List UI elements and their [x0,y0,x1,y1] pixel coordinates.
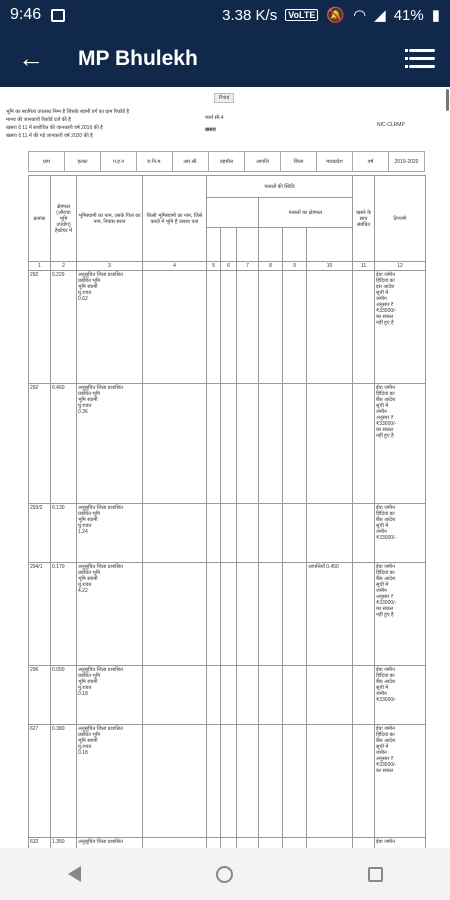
owner-line: अनुसूचित जिला प्रशासित [78,564,123,570]
remark-line: सूची में [376,582,389,588]
table-cell [77,271,143,384]
info-cell: तहसील [209,152,245,171]
column-number: 5 [207,262,221,271]
remark-line: जमीन [376,409,387,415]
nav-back-icon[interactable] [68,866,81,882]
table-cell [77,725,143,838]
column-number: 8 [259,262,283,271]
table-cell [353,563,375,666]
battery-icon: ▮ [431,7,440,24]
table-cell [237,504,259,563]
column-number: 11 [353,262,375,271]
remark-line: जमीन [376,750,387,756]
owner-line: मु.रावत [78,685,92,691]
table-cell: 294/1 [29,563,51,666]
nav-recents-icon[interactable] [368,867,383,882]
remark-line: हिंदियां का [376,732,395,738]
table-cell [143,725,207,838]
nav-home-icon[interactable] [216,866,233,883]
remark-line: बैंक आदेश [376,738,396,744]
remark-line: हिंदियां का [376,278,395,284]
table-cell [353,504,375,563]
owner-line: अनुसूचित जिला प्रशासित [78,667,123,673]
table-cell [77,384,143,504]
table-cell [283,838,307,849]
col-header: क्रमांक [29,176,51,262]
volte-icon: VoLTE [285,9,318,21]
table-cell [307,504,353,563]
image-icon [51,9,65,22]
remark-line: का सकल [376,606,394,612]
table-cell [375,838,426,849]
table-cell: 0.170 [51,563,77,666]
col-header [259,228,283,262]
mute-icon: 🔕 [326,7,346,24]
table-cell: 627 [29,725,51,838]
owner-line: मु.रावत [78,403,92,409]
table-cell [221,725,237,838]
col-header: खसरे के साथ संबंधित [353,176,375,262]
table-row [29,563,426,666]
table-cell [307,666,353,725]
network-speed: 3.38 K/s [222,6,278,24]
remark-line: बैंक आदेश [376,397,396,403]
remark-line: नहीं हुए है [376,433,394,439]
remark-line: नहीं हुए है [376,320,394,326]
owner-line: भूमि स्वामी [78,738,98,744]
table-cell: 0.130 [51,504,77,563]
table-cell [307,725,353,838]
column-number-row [29,262,426,271]
table-cell [283,725,307,838]
table-cell [143,271,207,384]
column-number: 2 [51,262,77,271]
remark-line: का सकल [376,768,394,774]
owner-line: 0.18 [78,691,88,697]
owner-line: अनुसूचित जिला प्रशासित [78,385,123,391]
document-view[interactable] [0,87,450,848]
table-cell [283,384,307,504]
table-cell [375,504,426,563]
table-cell [259,384,283,504]
table-cell [143,563,207,666]
owner-line: अनुसूचित जिला प्रशासित [78,272,123,278]
owner-line: भूमि स्वामी [78,576,98,582]
col-header [207,228,221,262]
table-cell [207,504,221,563]
info-cell: रा.नि.म. [137,152,173,171]
owner-line: भूमि स्वामी [78,397,98,403]
table-cell [283,563,307,666]
remark-line: जमीन [376,529,387,535]
table-cell [283,666,307,725]
header-line: खसरा दे 11 में संशोधित की जानकारी वर्ष 2016 की है [6,125,103,131]
info-cell: जिला [281,152,317,171]
col-header [221,228,237,262]
remark-line: हिंदियां का [376,511,395,517]
table-cell [237,666,259,725]
signal-icon: ◢ [374,7,386,24]
table-cell: आपत्तियाँ 0.450 [307,563,353,666]
table-cell: 292 [29,271,51,384]
col-header [237,228,259,262]
col-header: क्षेत्रफल (और/या भूमि उपयोग) हेक्टेयर में [51,176,77,262]
remark-line: सूची में [376,403,389,409]
table-cell [77,504,143,563]
owner-line: मु.रावत [78,744,92,750]
remark-line: ईया जमीन [376,726,395,732]
status-time: 9:46 [10,6,42,23]
remark-line: ₹33000/- [376,600,397,606]
table-cell [259,563,283,666]
info-row [28,151,425,172]
table-cell [221,271,237,384]
col-header [307,228,353,262]
remark-line: अनुसार ₹ [376,594,394,600]
column-number: 7 [237,262,259,271]
table-cell: 0.050 [51,666,77,725]
table-cell [259,271,283,384]
table-cell [259,504,283,563]
table-cell: 0.229 [51,271,77,384]
info-cell: 2019-2020 [394,158,419,165]
remark-line: बैंक आदेश [376,576,396,582]
table-cell: 292 [29,384,51,504]
table-cell [283,504,307,563]
form-code: NIC-CLRMP [377,122,405,128]
form-title: फार्म सी-4 [205,115,224,121]
owner-line: 0.36 [78,409,88,415]
table-cell [221,504,237,563]
remark-line: बैंक आदेश [376,517,396,523]
remark-line: सूची में [376,685,389,691]
owner-line: अनुसूचित जिला प्रशासित [78,839,123,845]
print-button[interactable]: Print [214,93,234,103]
remark-line: ईया जमीन [376,385,395,391]
remark-line: अनुसार ₹ [376,302,394,308]
table-cell [207,271,221,384]
column-number: 3 [77,262,143,271]
owner-line: मु.रावत [78,290,92,296]
table-cell: 632 [29,838,51,849]
owner-line: अनुसूचित जिला प्रशासित [78,505,123,511]
table-cell [207,838,221,849]
col-header: किसी भूमिस्वामी का नाम, जिसे कब्ज़े में भूमि है उसका पता [143,176,207,262]
info-cell: प.ह.न [101,152,137,171]
col-header: भूमिस्वामी का नाम, उसके पिता का नाम, निवास स्थान [77,176,143,262]
scrollbar[interactable] [446,89,449,111]
table-cell [221,384,237,504]
remark-line: सूची में [376,744,389,750]
table-cell [207,666,221,725]
status-bar [0,0,450,30]
remark-line: ईया जमीन [376,564,395,570]
column-number: 9 [283,262,307,271]
remark-line: ₹33000/- [376,308,397,314]
table-cell [143,838,207,849]
owner-line: प्रबंधित भूमि [78,732,101,738]
remark-line: जमीन [376,296,387,302]
col-header [207,198,259,228]
table-cell [353,271,375,384]
remark-line: हिंदियां का [376,570,395,576]
info-cell: हल्का [65,152,101,171]
table-cell [353,725,375,838]
remark-line: का सकल [376,427,394,433]
remark-line: नहीं हुए है [376,612,394,618]
remark-line: ₹33000/- [376,697,397,703]
col-header: फसलों की स्थिति [207,176,353,198]
table-cell [237,563,259,666]
app-title: MP Bhulekh [78,46,198,70]
battery-level: 41% [393,6,424,24]
table-cell [237,838,259,849]
table-cell: 0.460 [51,384,77,504]
remark-line: ₹33000/- [376,421,397,427]
col-header: टिप्पणी [375,176,426,262]
table-cell [237,384,259,504]
owner-line: भूमि स्वामी [78,679,98,685]
table-cell [237,271,259,384]
table-cell [207,563,221,666]
table-cell [353,838,375,849]
table-row [29,838,426,849]
column-number: 12 [375,262,426,271]
table-cell [307,271,353,384]
remark-line: सूची में [376,523,389,529]
table-cell: 1.350 [51,838,77,849]
table-row [29,666,426,725]
table-cell [259,725,283,838]
info-cell: वर्ष [353,152,389,171]
table-cell [353,666,375,725]
table-cell [283,271,307,384]
owner-line: प्रबंधित भूमि [78,570,101,576]
remark-line: ईया जमीन [376,667,395,673]
nav-bar [0,848,450,900]
form-subtitle: खसरा [205,127,216,133]
table-cell [77,563,143,666]
table-cell: 0.380 [51,725,77,838]
table-cell [353,384,375,504]
owner-line: 1.24 [78,529,88,535]
owner-line: प्रबंधित भूमि [78,511,101,517]
remark-line: ईया जमीन [376,505,395,511]
remark-line: हिंदियां का [376,391,395,397]
table-cell [77,838,143,849]
header-line: खसरा दे 11 में की गई जानकारी वर्ष 2020 की है [6,133,93,139]
table-row [29,384,426,504]
table-cell: 296 [29,666,51,725]
table-cell [221,838,237,849]
table-cell [221,563,237,666]
remark-line: ईया जमीन [376,272,395,278]
owner-line: प्रबंधित भूमि [78,278,101,284]
table-cell [259,666,283,725]
owner-line: मु.रावत [78,582,92,588]
table-cell [375,725,426,838]
table-row [29,271,426,384]
info-cell: ग्राम [29,152,65,171]
owner-line: अनुसूचित जिला प्रशासित [78,726,123,732]
remark-line: जमीन [376,691,387,697]
remark-line: जमीन [376,588,387,594]
table-row [29,725,426,838]
column-number: 10 [307,262,353,271]
table-cell [307,838,353,849]
owner-line: भूमि स्वामी [78,284,98,290]
remark-line: अनुसार ₹ [376,415,394,421]
menu-list-icon[interactable] [394,30,450,87]
owner-line: प्रबंधित भूमि [78,673,101,679]
owner-line: 0.62 [78,296,88,302]
table-cell [375,384,426,504]
table-cell [375,271,426,384]
table-cell [237,725,259,838]
owner-line: 0.18 [78,750,88,756]
table-cell: 293/2 [29,504,51,563]
table-cell [307,384,353,504]
wifi-icon: ◠ [353,7,367,24]
owner-line: प्रबंधित भूमि [78,391,101,397]
header-line: मानव की जानकारी रिकॉर्ड दर्ज की है [6,117,71,123]
owner-line: भूमि स्वामी [78,517,98,523]
table-cell [221,666,237,725]
table-cell [259,838,283,849]
info-cell: आर.सी. [173,152,209,171]
col-header: फसलों का क्षेत्रफल [259,198,353,228]
remark-line: इस आदेश [376,284,395,290]
remark-line: अनुसार ₹ [376,756,394,762]
table-cell [143,666,207,725]
table-cell [375,563,426,666]
app-bar [0,30,450,87]
remark-line: ईया जमीन [376,839,395,845]
col-header [283,228,307,262]
arrow-left-icon[interactable]: ← [18,43,44,73]
remark-line: सूची में [376,290,389,296]
khasra-table [28,175,426,848]
table-cell [207,384,221,504]
table-cell [375,666,426,725]
column-number: 6 [221,262,237,271]
table-row [29,504,426,563]
remark-line: हिंदियां का [376,673,395,679]
table-cell [143,504,207,563]
table-cell [207,725,221,838]
remark-line: ₹33000/- [376,762,397,768]
owner-line: मु.रावत [78,523,92,529]
remark-line: ₹33000/- [376,535,397,541]
info-cell: मध्यप्रदेश [317,152,353,171]
table-cell [143,384,207,504]
remark-line: बैंक आदेश [376,679,396,685]
column-number: 4 [143,262,207,271]
column-number: 1 [29,262,51,271]
info-cell: आपत्ति [245,152,281,171]
table-cell [77,666,143,725]
header-line: भूमि का स्वामित्व उपलब्ध निम्न है जिसके स्वामी वर्ग का ग्राम रिकॉर्ड है [6,109,129,115]
remark-line: का सकल [376,314,394,320]
owner-line: 4.22 [78,588,88,594]
